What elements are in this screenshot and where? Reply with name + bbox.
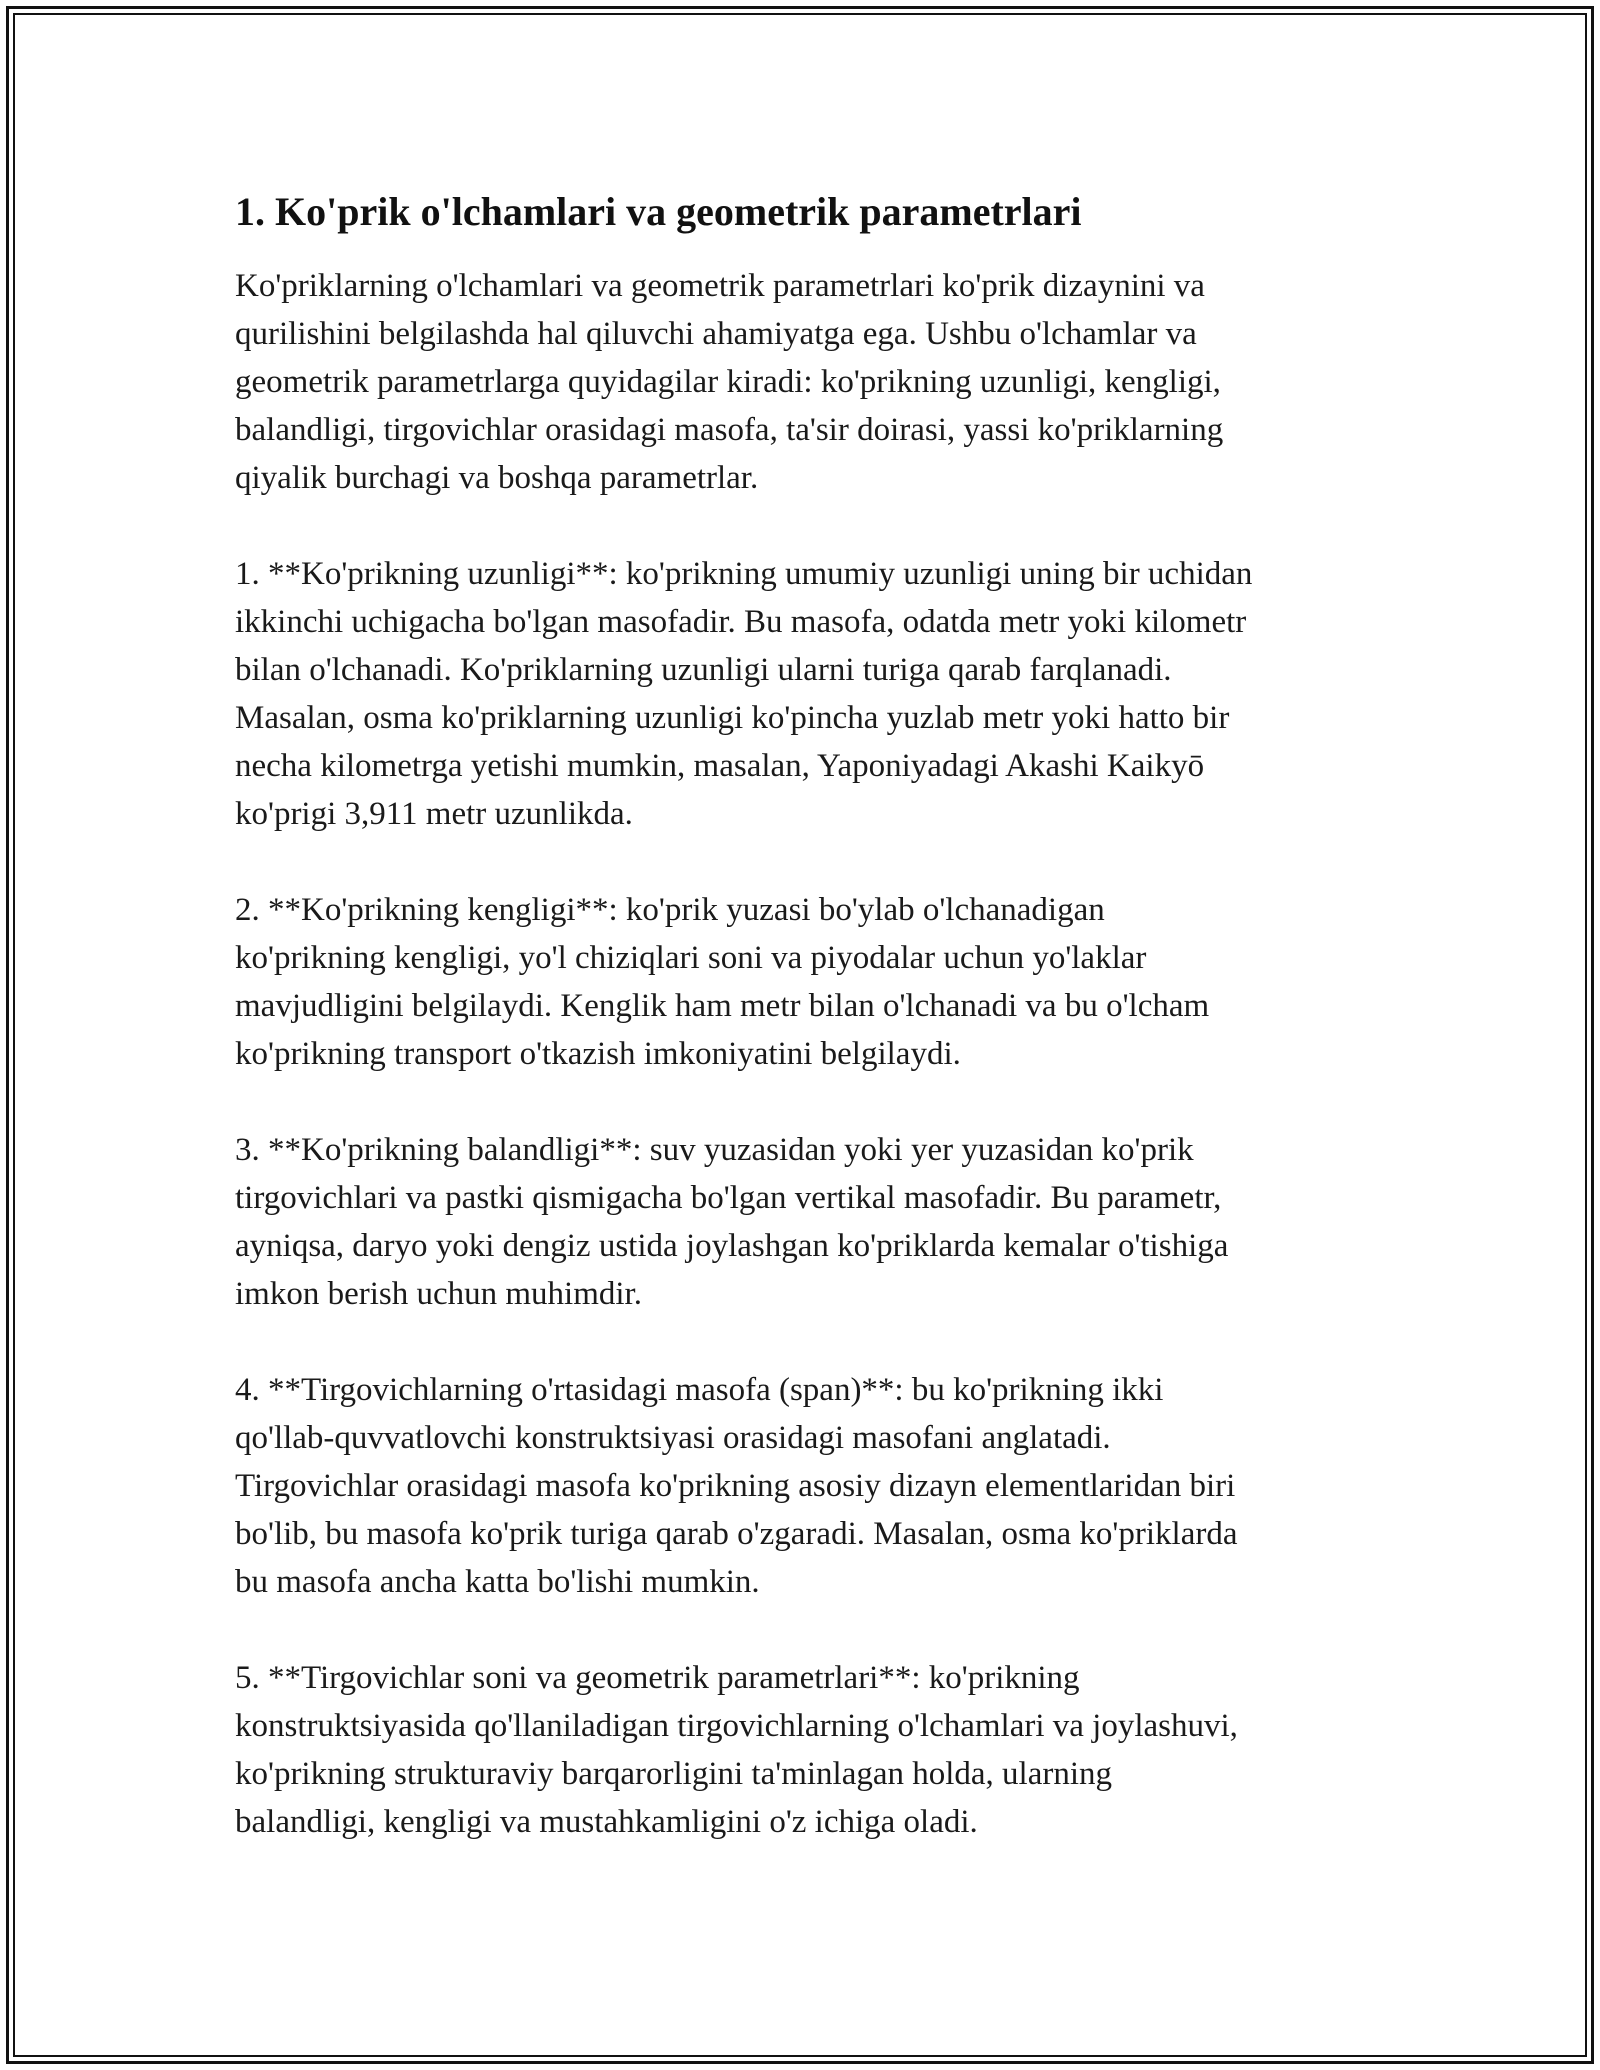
intro-paragraph: Ko'priklarning o'lchamlari va geometrik parametrlari ko'prik dizaynini va qurilishini belgilashda hal qiluvchi ahamiyatga ega. Ushbu o'lchamlar va geometrik parametrlarga quyidagilar kiradi: ko'prikning uzunligi, kengligi, balandligi, tirgovichlar orasidagi masofa, ta'sir doirasi, yassi ko'priklarning qiyalik burchagi va boshqa parametrlar.: [235, 268, 1224, 496]
paragraph-bridge-height: 3. **Ko'prikning balandligi**: suv yuzasidan yoki yer yuzasidan ko'prik tirgovichlari va pastki qismigacha bo'lgan vertikal masofadir. Bu parametr, ayniqsa, daryo yoki dengiz ustida joylashgan ko'priklarda kemalar o'tishiga imkon berish uchun muhimdir.: [235, 1132, 1229, 1312]
section-title: 1. Ko'prik o'lchamlari va geometrik parametrlari: [235, 189, 1082, 234]
paragraph-bridge-length: 1. **Ko'prikning uzunligi**: ko'prikning umumiy uzunligi uning bir uchidan ikkinchi uchigacha bo'lgan masofadir. Bu masofa, odatda metr yoki kilometr bilan o'lchanadi. Ko'priklarning uzunligi ularni turiga qarab farqlanadi. Masalan, osma ko'priklarning uzunligi ko'pincha yuzlab metr yoki hatto bir necha kilometrga yetishi mumkin, masalan, Yaponiyadagi Akashi Kaikyō ko'prigi 3,911 metr uzunlikda.: [235, 556, 1253, 832]
document-body: [235, 186, 1395, 1894]
paragraph-bridge-width: 2. **Ko'prikning kengligi**: ko'prik yuzasi bo'ylab o'lchanadigan ko'prikning kengligi, yo'l chiziqlari soni va piyodalar uchun yo'laklar mavjudligini belgilaydi. Kenglik ham metr bilan o'lchanadi va bu o'lcham ko'prikning transport o'tkazish imkoniyatini belgilaydi.: [235, 892, 1210, 1072]
paragraph-supports: 5. **Tirgovichlar soni va geometrik parametrlari**: ko'prikning konstruktsiyasida qo'llaniladigan tirgovichlarning o'lchamlari va joylashuvi, ko'prikning strukturaviy barqarorligini ta'minlagan holda, ularning balandligi, kengligi va mustahkamligini o'z ichiga oladi.: [235, 1660, 1238, 1840]
paragraph-span: 4. **Tirgovichlarning o'rtasidagi masofa (span)**: bu ko'prikning ikki qo'llab-quvvatlovchi konstruktsiyasi orasidagi masofani anglatadi. Tirgovichlar orasidagi masofa ko'prikning asosiy dizayn elementlaridan biri bo'lib, bu masofa ko'prik turiga qarab o'zgaradi. Masalan, osma ko'priklarda bu masofa ancha katta bo'lishi mumkin.: [235, 1372, 1238, 1600]
